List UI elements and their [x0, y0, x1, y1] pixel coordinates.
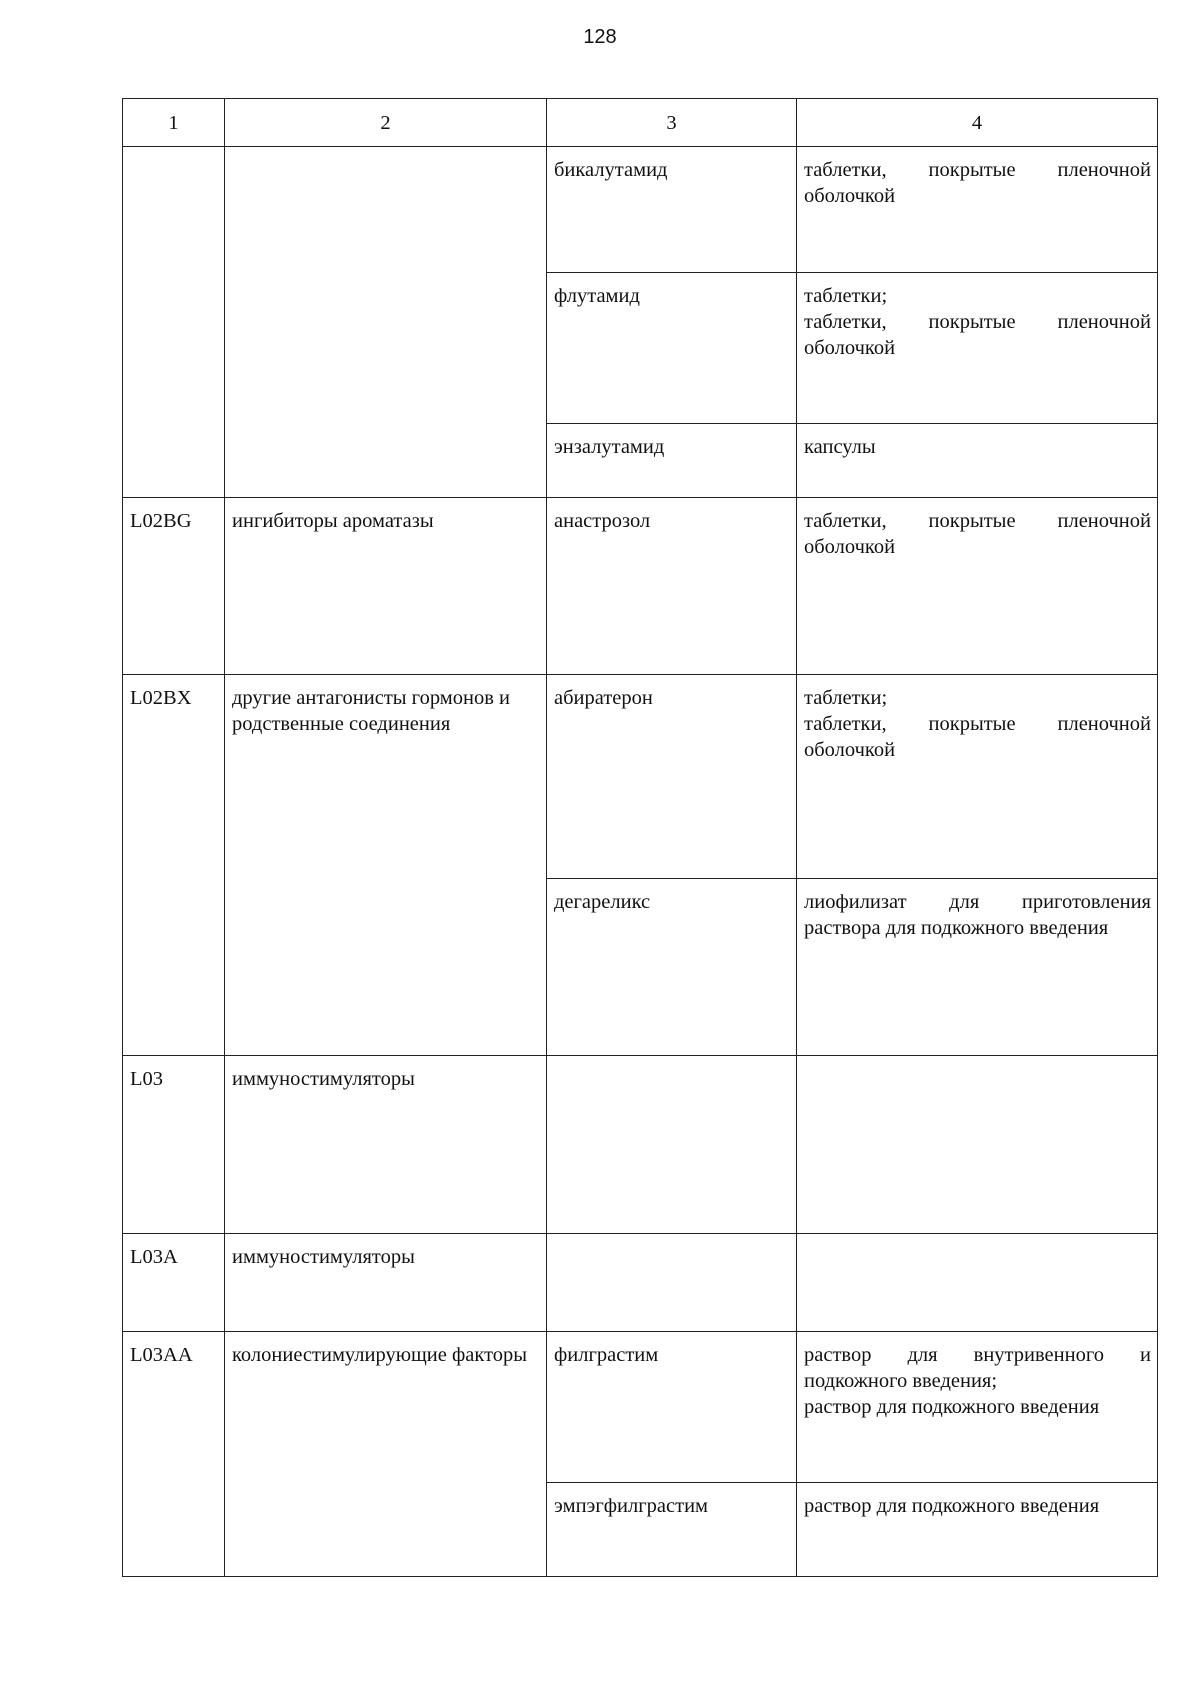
- atc-code-cell: L02BG: [123, 498, 225, 675]
- dosage-form-cell: [797, 147, 1158, 273]
- dosage-form-line: лиофилизат для приготовления раствора для подкожного введения: [804, 891, 1151, 939]
- group-name-cell: ингибиторы ароматазы: [225, 498, 547, 675]
- group-name-cell: колониестимулирующие факторы: [225, 1332, 547, 1577]
- drug-name-cell: [547, 1234, 797, 1332]
- group-name-cell: иммуностимуляторы: [225, 1234, 547, 1332]
- dosage-form-line: таблетки, покрытые пленочной оболочкой: [804, 713, 1151, 761]
- table-row: [123, 1234, 1158, 1332]
- dosage-form-cell: [797, 1234, 1158, 1332]
- dosage-form-line: раствор для подкожного введения: [804, 1396, 1100, 1418]
- drug-name-cell: дегареликс: [547, 879, 797, 1056]
- dosage-form-line: раствор для подкожного введения: [804, 1495, 1100, 1517]
- table-row: [123, 1056, 1158, 1234]
- column-header-4: 4: [797, 99, 1158, 147]
- dosage-form-cell: [797, 273, 1158, 424]
- dosage-form-line: таблетки, покрытые пленочной оболочкой: [804, 311, 1151, 359]
- table-row: [123, 1332, 1158, 1483]
- dosage-form-cell: [797, 1332, 1158, 1483]
- dosage-form-line: таблетки;: [804, 285, 888, 307]
- atc-code-cell: [123, 147, 225, 498]
- table-header-row: [123, 99, 1158, 147]
- table-row: [123, 498, 1158, 675]
- dosage-form-cell: [797, 1056, 1158, 1234]
- group-name-cell: иммуностимуляторы: [225, 1056, 547, 1234]
- drug-name-cell: филграстим: [547, 1332, 797, 1483]
- column-header-2: 2: [225, 99, 547, 147]
- group-name-cell: другие антагонисты гормонов и родственные соединения: [225, 675, 547, 1056]
- drug-name-cell: абиратерон: [547, 675, 797, 879]
- page-number: 128: [583, 26, 617, 48]
- drug-name-cell: бикалутамид: [547, 147, 797, 273]
- drug-name-cell: флутамид: [547, 273, 797, 424]
- dosage-form-line: капсулы: [804, 436, 876, 458]
- dosage-form-cell: [797, 498, 1158, 675]
- atc-code-cell: L03AA: [123, 1332, 225, 1577]
- drug-name-cell: [547, 1056, 797, 1234]
- column-header-1: 1: [123, 99, 225, 147]
- table-row: [123, 147, 1158, 273]
- atc-code-cell: L03A: [123, 1234, 225, 1332]
- dosage-form-line: таблетки, покрытые пленочной оболочкой: [804, 159, 1151, 207]
- atc-code-cell: L02BX: [123, 675, 225, 1056]
- dosage-form-line: таблетки;: [804, 687, 888, 709]
- dosage-form-cell: [797, 675, 1158, 879]
- table-row: [123, 675, 1158, 879]
- group-name-cell: [225, 147, 547, 498]
- dosage-form-cell: [797, 879, 1158, 1056]
- drug-name-cell: эмпэгфилграстим: [547, 1483, 797, 1577]
- column-header-3: 3: [547, 99, 797, 147]
- drug-name-cell: анастрозол: [547, 498, 797, 675]
- dosage-form-line: раствор для внутривенного и подкожного введения;: [804, 1344, 1151, 1392]
- dosage-form-cell: [797, 424, 1158, 498]
- dosage-form-cell: [797, 1483, 1158, 1577]
- drug-table: [122, 98, 1158, 1577]
- atc-code-cell: L03: [123, 1056, 225, 1234]
- drug-name-cell: энзалутамид: [547, 424, 797, 498]
- dosage-form-line: таблетки, покрытые пленочной оболочкой: [804, 510, 1151, 558]
